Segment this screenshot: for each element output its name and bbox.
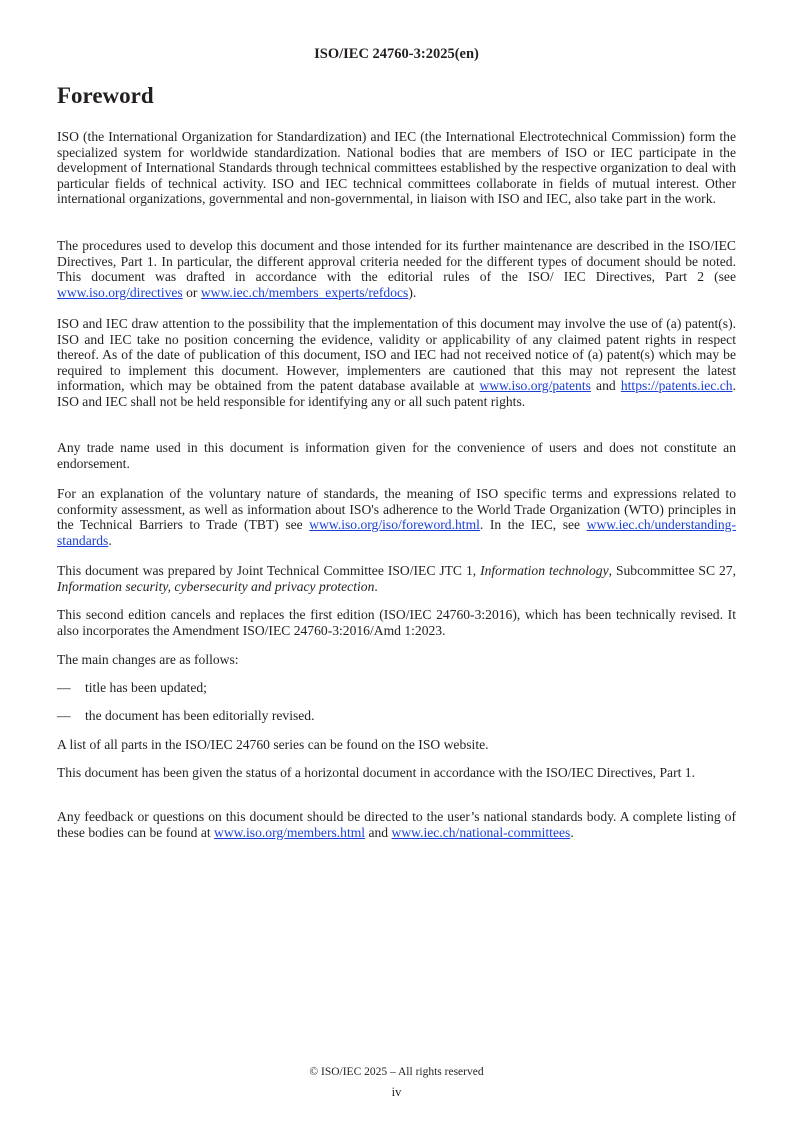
list-item — [57, 708, 736, 724]
para-edition — [57, 607, 736, 638]
text: and — [590, 378, 621, 393]
para-prepared-by — [57, 563, 736, 594]
text: . — [108, 532, 112, 548]
para-trade-name — [57, 440, 736, 471]
text: title has been updated; — [85, 680, 207, 695]
italic-text: Information technology — [480, 563, 609, 578]
link[interactable]: www.iso.org/members.html — [214, 824, 366, 840]
text: and — [365, 824, 392, 840]
link[interactable]: www.iso.org/iso/foreword.html — [309, 517, 480, 532]
para-series — [57, 737, 736, 753]
text: For an explanation of the voluntary nature of standards, the meaning of ISO specific terms and expressions related to conformity assessment, as well as information about ISO's adherence to the World Trade Organization (WTO) principles in the Technical Barriers to Trade (TBT) see — [57, 486, 736, 532]
text: Any trade name used in this document is information given for the convenience of users and does not constitute an endorsement. — [57, 440, 736, 471]
text: A list of all parts in the ISO/IEC 24760 series can be found on the ISO website. — [57, 737, 489, 752]
para-voluntary — [57, 486, 736, 548]
text: . In the IEC, see — [479, 517, 587, 532]
link[interactable]: https://patents.iec.ch — [620, 378, 733, 393]
para-feedback — [57, 809, 736, 840]
page-title: Foreword — [57, 83, 154, 108]
para-iso-iec — [57, 129, 736, 207]
text: . ISO and IEC shall not be held responsible for identifying any or all such patent rights. — [57, 378, 736, 409]
text: , Subcommittee SC 27, — [608, 563, 736, 578]
text: . — [374, 578, 378, 594]
text: ISO (the International Organization for Standardization) and IEC (the International Electrotechnical Commission) form the specialized system for worldwide standardization. National bodies that are members of ISO or IEC participate in the development of International Standards through technical committees established by the respective organization to deal with particular fields of technical activity. ISO and IEC technical committees collaborate in fields of mutual interest. Other international organizations, governmental and non-governmental, in liaison with ISO and IEC, also take part in the work. — [57, 129, 736, 206]
list-dash: — — [57, 708, 71, 723]
text: ISO and IEC draw attention to the possibility that the implementation of this document may involve the use of (a) patent(s). ISO and IEC take no position concerning the evidence, validity or applicability of any claimed patent rights in respect thereof. As of the date of publication of this document, ISO and IEC had not received notice of (a) patent(s) which may be required to implement this document. However, implementers are cautioned that this may not represent the latest information, which may be obtained from the patent database available at — [57, 316, 736, 393]
text: The main changes are as follows: — [57, 652, 239, 667]
para-patents — [57, 316, 736, 409]
text: ). — [408, 284, 417, 300]
text: . — [570, 824, 574, 840]
text: This document was prepared by Joint Technical Committee ISO/IEC JTC 1, — [57, 563, 481, 578]
list-dash: — — [57, 680, 71, 695]
list-item — [57, 680, 736, 696]
text: This second edition cancels and replaces the first edition (ISO/IEC 24760-3:2016), which has been technically revised. It also incorporates the Amendment ISO/IEC 24760-3:2016/Amd 1:2023. — [57, 607, 736, 638]
text: or — [182, 284, 201, 300]
page-number: iv — [391, 1085, 402, 1099]
link[interactable]: www.iec.ch/national-committees — [391, 824, 571, 840]
text: The procedures used to develop this document and those intended for its further maintenance are described in the ISO/IEC Directives, Part 1. In particular, the different approval criteria needed for the different types of document should be noted. This document was drafted in accordance with the editorial rules of the ISO/ IEC Directives, Part 2 (see — [57, 238, 736, 284]
para-horizontal — [57, 765, 736, 781]
link[interactable]: www.iso.org/directives — [57, 284, 183, 300]
link[interactable]: www.iec.ch/understanding-standards — [57, 517, 736, 548]
italic-text: Information security, cybersecurity and privacy protection — [57, 578, 375, 594]
text: Any feedback or questions on this document should be directed to the user’s national standards body. A complete listing of these bodies can be found at — [57, 809, 736, 840]
para-procedures — [57, 238, 736, 300]
text: the document has been editorially revised. — [85, 708, 315, 723]
link[interactable]: www.iec.ch/members_experts/refdocs — [200, 284, 409, 300]
document-header: ISO/IEC 24760-3:2025(en) — [314, 46, 479, 62]
text: This document has been given the status of a horizontal document in accordance with the ISO/IEC Directives, Part 1. — [57, 765, 695, 780]
para-main-changes — [57, 652, 736, 668]
copyright-footer: © ISO/IEC 2025 – All rights reserved — [309, 1066, 484, 1078]
link[interactable]: www.iso.org/patents — [479, 378, 591, 393]
